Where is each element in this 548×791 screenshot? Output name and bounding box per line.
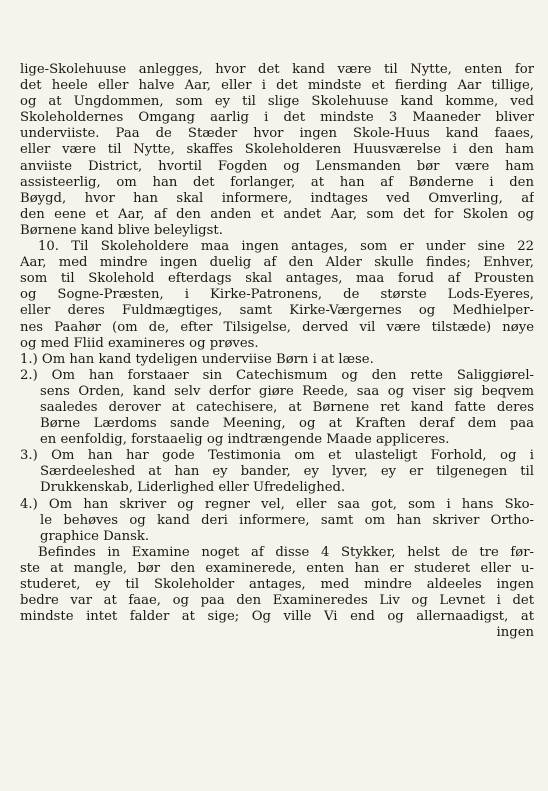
text-line: og med Fliid examineres og prøves.: [20, 335, 259, 351]
list-item-3: 3.) Om han har gode Testimonia om et ulasteligt Forhold, og i: [20, 448, 534, 464]
body-text: [20, 62, 534, 641]
list-item-2: 2.) Om han forstaaer sin Catechismum og den rette Saliggiørel-: [20, 367, 534, 383]
text-line: og Sogne-Præsten, i Kirke-Patronens, de største Lods-Eyeres,: [20, 287, 534, 303]
text-line: ste at mangle, bør den examinerede, enten han er studeret eller u-: [20, 560, 534, 576]
text-line: eller deres Fuldmægtiges, samt Kirke-Værgernes og Medhielper-: [20, 303, 534, 319]
text-line: assisteerlig, om han det forlanger, at han af Bønderne i den: [20, 174, 534, 190]
text-line: Særdeeleshed at han ey bander, ey lyver, ey er tilgenegen til: [40, 464, 534, 480]
text-line: den eene et Aar, af den anden et andet Aar, som det for Skolen og: [20, 206, 534, 222]
text-line: lige-Skolehuuse anlegges, hvor det kand være til Nytte, enten for: [20, 62, 534, 77]
text-line: studeret, ey til Skoleholder antages, med mindre aldeeles ingen: [20, 577, 534, 592]
text-line: Aar, med mindre ingen duelig af den Alder skulle findes; Enhver,: [20, 255, 534, 271]
list-item-4: 4.) Om han skriver og regner vel, eller saa got, som i hans Sko-: [20, 496, 534, 512]
text-line: bedre var at faae, og paa den Examineredes Liv og Levnet i det: [20, 593, 534, 609]
text-line: som til Skolehold efterdags skal antages, maa forud af Prousten: [20, 271, 534, 287]
text-line: en eenfoldig, forstaaelig og indtrængende Maade appliceres.: [40, 432, 450, 448]
text-line: det heele eller halve Aar, eller i det mindste et fierding Aar tillige,: [20, 78, 534, 94]
text-line: le behøves og kand deri informere, samt om han skriver Ortho-: [40, 512, 534, 528]
text-line: og at Ungdommen, som ey til slige Skolehuuse kand komme, ved: [20, 94, 534, 110]
section-heading-10: 10. Til Skoleholdere maa ingen antages, som er under sine 22: [38, 239, 534, 255]
text-line: nes Paahør (om de, efter Tilsigelse, derved vil være tilstæde) nøye: [20, 319, 534, 335]
text-line: Skoleholdernes Omgang aarlig i det mindste 3 Maaneder bliver: [20, 110, 534, 126]
text-line: underviiste. Paa de Stæder hvor ingen Skole-Huus kand faaes,: [20, 126, 534, 142]
list-item-1: 1.) Om han kand tydeligen underviise Børn i at læse.: [20, 351, 374, 367]
text-line: sens Orden, kand selv derfor giøre Reede, saa og viser sig beqvem: [40, 383, 534, 399]
catchword: ingen: [496, 625, 534, 641]
text-line: graphice Dansk.: [40, 528, 150, 544]
text-line: Bøygd, hvor han skal informere, indtages ved Omverling, af: [20, 190, 534, 206]
text-line: Børne Lærdoms sande Meening, og at Kraften deraf dem paa: [40, 416, 534, 432]
text-line: eller være til Nytte, skaffes Skoleholderen Huusværelse i den ham: [20, 142, 534, 158]
text-line: Børnene kand blive beleyligst.: [20, 222, 223, 238]
text-line: Befindes in Examine noget af disse 4 Stykker, helst de tre før-: [38, 544, 534, 560]
text-line: Drukkenskab, Liderlighed eller Ufredelighed.: [40, 480, 346, 496]
text-line: saaledes derover at catechisere, at Børnene ret kand fatte deres: [40, 399, 534, 415]
text-line: anviiste District, hvortil Fogden og Lensmanden bør være ham: [20, 158, 534, 174]
text-line: mindste intet falder at sige; Og ville Vi end og allernaadigst, at: [20, 609, 534, 625]
